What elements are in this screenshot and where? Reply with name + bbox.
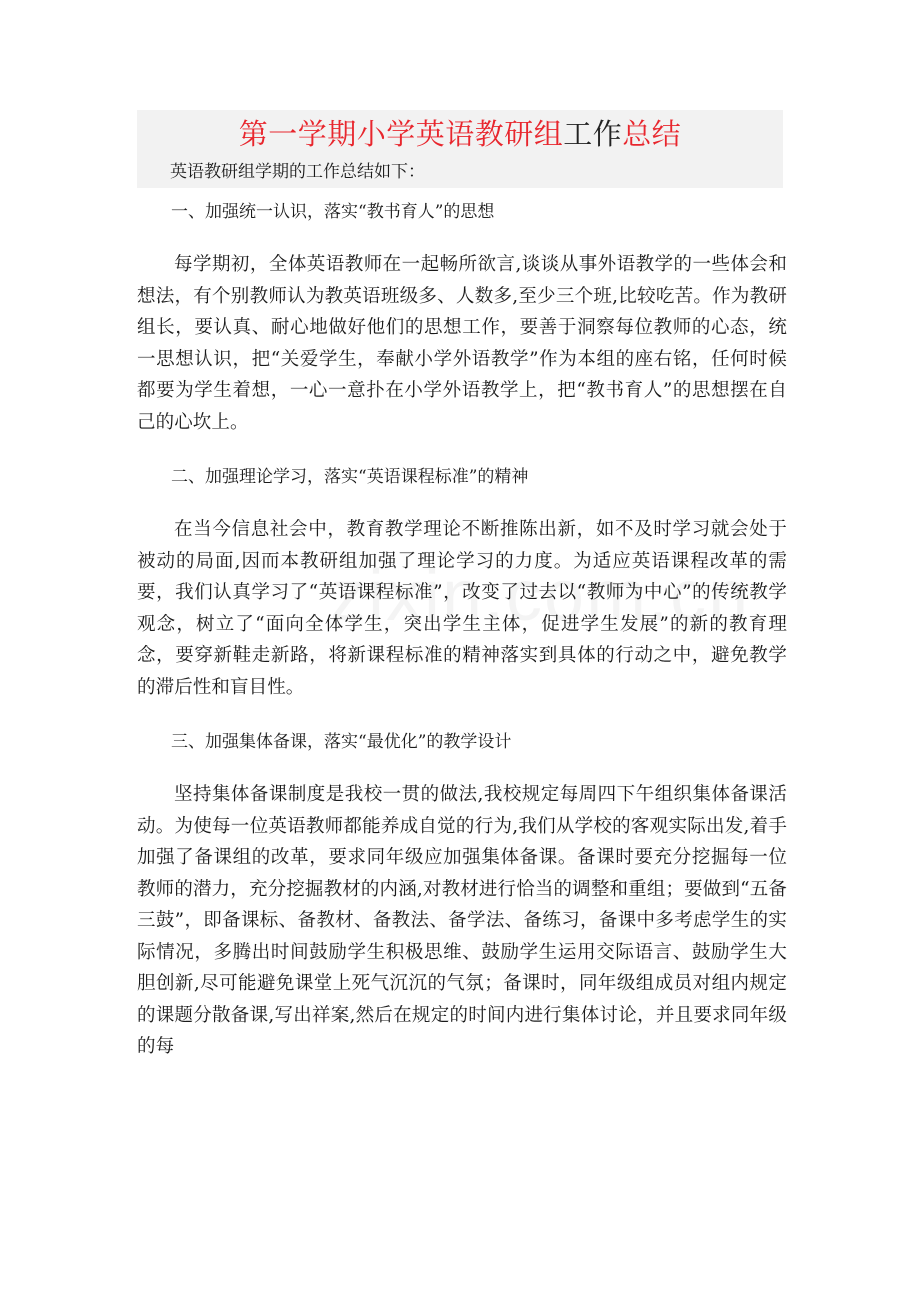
section-heading: 一、加强统一认识，落实“教书育人”的思想 — [171, 202, 495, 222]
document-title — [137, 114, 783, 154]
section-3 — [137, 728, 787, 1063]
section-1 — [137, 198, 787, 438]
section-2 — [137, 463, 787, 703]
intro-line: 英语教研组学期的工作总结如下： — [170, 162, 425, 182]
section-heading: 二、加强理论学习，落实“英语课程标准”的精神 — [171, 467, 529, 487]
section-paragraph: 坚持集体备课制度是我校一贯的做法,我校规定每周四下午组织集体备课活动。为使每一位英语教师都能养成自觉的行为,我们从学校的客观实际出发,着手加强了备课组的改革，要求同年级应加强集体备课。备课时要充分挖掘每一位教师的潜力，充分挖掘教材的内涵,对教材进行恰当的调整和重组；要做到“五备三鼓”，即备课标、备教材、备教法、备学法、备练习，备课中多考虑学生的实际情况，多腾出时间鼓励学生积极思维、鼓励学生运用交际语言、鼓励学生大胆创新,尽可能避免课堂上死气沉沉的气氛；备课时，同年级组成员对组内规定的课题分散备课,写出祥案,然后在规定的时间内进行集体讨论，并且要求同年级的每 — [137, 784, 787, 1057]
section-paragraph: 每学期初，全体英语教师在一起畅所欲言,谈谈从事外语教学的一些体会和想法，有个别教师认为教英语班级多、人数多,至少三个班,比较吃苦。作为教研组长，要认真、耐心地做好他们的思想工作，要善于洞察每位教师的心态，统一思想认识，把“关爱学生，奉献小学外语教学”作为本组的座右铭，任何时候都要为学生着想，一心一意扑在小学外语教学上，把“教书育人”的思想摆在自己的心坎上。 — [137, 254, 787, 433]
document-body — [137, 198, 787, 1088]
section-heading: 三、加强集体备课，落实“最优化”的教学设计 — [171, 732, 512, 752]
title-part-3: 总结 — [622, 117, 682, 151]
title-part-2: 工作 — [563, 117, 623, 151]
title-part-1: 第一学期小学英语教研组 — [238, 117, 564, 151]
section-paragraph: 在当今信息社会中，教育教学理论不断推陈出新，如不及时学习就会处于被动的局面,因而本教研组加强了理论学习的力度。为适应英语课程改革的需要，我们认真学习了“英语课程标准”，改变了过去以“教师为中心”的传统教学观念，树立了“面向全体学生，突出学生主体，促进学生发展”的新的教育理念，要穿新鞋走新路，将新课程标准的精神落实到具体的行动之中，避免教学的滞后性和盲目性。 — [137, 519, 787, 698]
